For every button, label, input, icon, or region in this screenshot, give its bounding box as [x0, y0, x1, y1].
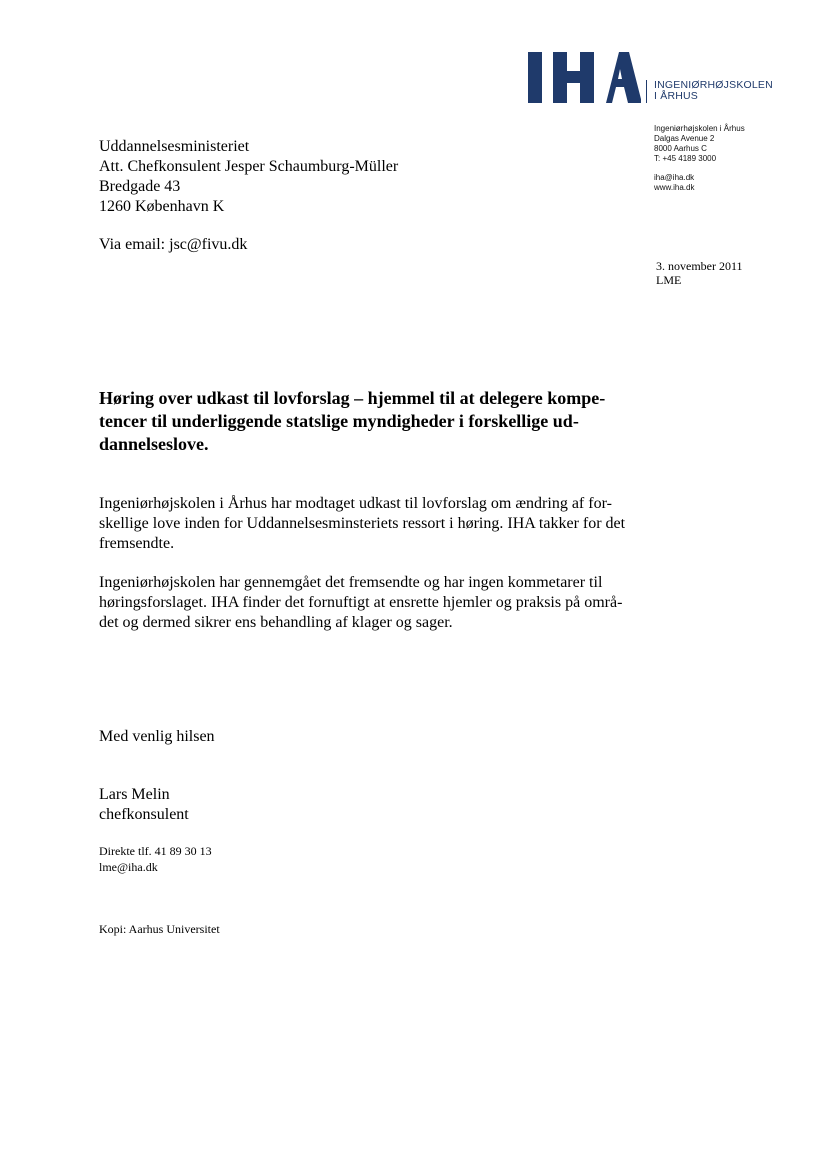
closing-greeting: Med venlig hilsen: [99, 728, 215, 745]
iha-logo: [526, 49, 796, 109]
p1-line2: skellige love inden for Uddannelsesminsteriets ressort i høring. IHA takker for det: [99, 515, 626, 532]
body-paragraph-2: [99, 573, 659, 633]
signer-block: [99, 785, 189, 825]
signer-contact: [99, 843, 212, 875]
iha-logo-mark: [526, 49, 641, 107]
author-initials: LME: [656, 273, 682, 287]
copy-recipient: Kopi: Aarhus Universitet: [99, 922, 220, 936]
sender-street: Dalgas Avenue 2: [654, 134, 715, 143]
signer-title: chefkonsulent: [99, 806, 189, 823]
p1-line1: Ingeniørhøjskolen i Århus har modtaget udkast til lovforslag om ændring af for-: [99, 495, 612, 512]
logo-wordmark: [654, 80, 773, 102]
sender-email[interactable]: iha@iha.dk: [654, 173, 695, 182]
p2-line1: Ingeniørhøjskolen har gennemgået det fremsendte og har ingen kommetarer til: [99, 574, 603, 591]
recipient-line2: Att. Chefkonsulent Jesper Schaumburg-Müller: [99, 158, 399, 175]
logo-divider: [646, 80, 647, 103]
p2-line3: det og dermed sikrer ens behandling af klager og sager.: [99, 614, 453, 631]
recipient-line4: 1260 København K: [99, 198, 225, 215]
signer-email[interactable]: lme@iha.dk: [99, 860, 158, 874]
sender-phone: T: +45 4189 3000: [654, 154, 717, 163]
title-line3: dannelseslove.: [99, 434, 209, 454]
sender-city: 8000 Aarhus C: [654, 144, 707, 153]
signer-direct-phone: Direkte tlf. 41 89 30 13: [99, 844, 212, 858]
logo-name-line2: I ÅRHUS: [654, 90, 698, 102]
date-block: [656, 259, 743, 287]
recipient-line1: Uddannelsesministeriet: [99, 138, 250, 155]
signer-name: Lars Melin: [99, 786, 170, 803]
via-email: Via email: jsc@fivu.dk: [99, 236, 248, 253]
title-line2: tencer til underliggende statslige myndigheder i forskellige ud-: [99, 411, 579, 431]
sender-web[interactable]: www.iha.dk: [654, 183, 695, 192]
sender-name: Ingeniørhøjskolen i Århus: [654, 124, 745, 133]
p1-line3: fremsendte.: [99, 535, 175, 552]
letter-date: 3. november 2011: [656, 259, 743, 273]
logo-name-line1: INGENIØRHØJSKOLEN: [654, 79, 773, 91]
recipient-address: [99, 137, 398, 217]
sender-address: [654, 124, 745, 193]
p2-line2: høringsforslaget. IHA finder det fornuftigt at ensrette hjemler og praksis på områ-: [99, 594, 623, 611]
body-paragraph-1: [99, 494, 659, 554]
letter-title: [99, 387, 659, 456]
recipient-line3: Bredgade 43: [99, 178, 181, 195]
title-line1: Høring over udkast til lovforslag – hjemmel til at delegere kompe-: [99, 388, 606, 408]
